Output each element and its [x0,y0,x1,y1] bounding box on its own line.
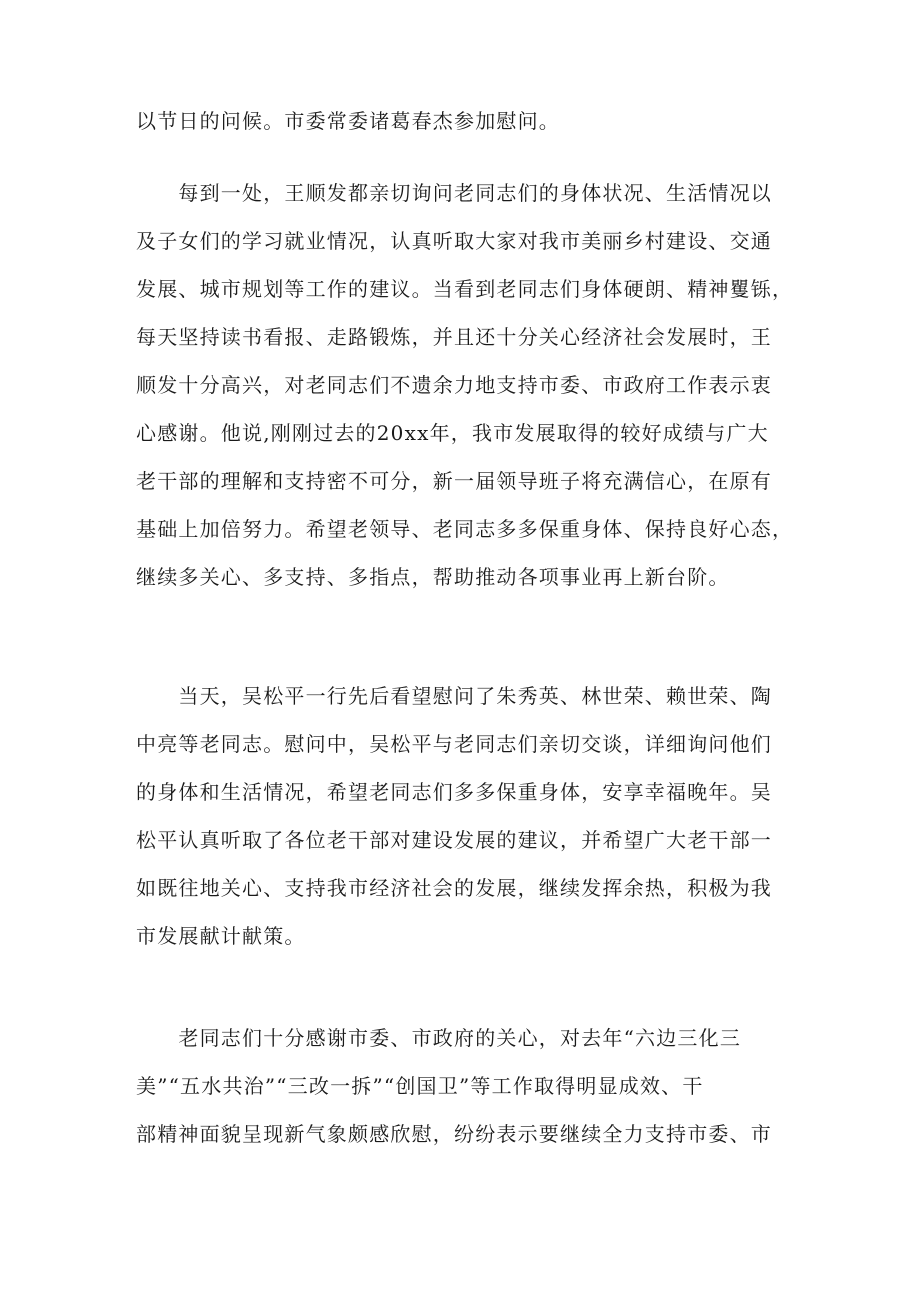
paragraph-1 [136,97,792,145]
paragraph-line: 的身体和生活情况，希望老同志们多多保重身体，安享幸福晚年。吴 [136,780,772,804]
paragraph-line: 市发展献计献策。 [136,924,306,948]
paragraph-line: 顺发十分高兴，对老同志们不遗余力地支持市委、市政府工作表示衷 [136,373,772,397]
paragraph-line: 老同志们十分感谢市委、市政府的关心，对去年“六边三化三 [136,1026,742,1050]
paragraph-4 [136,1014,792,1158]
paragraph-line: 部精神面貌呈现新气象颇感欣慰，纷纷表示要继续全力支持市委、市 [136,1122,772,1146]
paragraph-line: 松平认真听取了各位老干部对建设发展的建议，并希望广大老干部一 [136,828,772,852]
paragraph-line: 以节日的问候。市委常委诸葛春杰参加慰问。 [136,109,560,133]
paragraph-2 [136,169,792,601]
paragraph-line: 继续多关心、多支持、多指点，帮助推动各项事业再上新台阶。 [136,565,730,589]
paragraph-line: 中亮等老同志。慰问中，吴松平与老同志们亲切交谈，详细询问他们 [136,732,772,756]
paragraph-line: 及子女们的学习就业情况，认真听取大家对我市美丽乡村建设、交通 [136,229,772,253]
paragraph-line: 每到一处，王顺发都亲切询问老同志们的身体状况、生活情况以 [136,181,772,205]
paragraph-line: 发展、城市规划等工作的建议。当看到老同志们身体硬朗、精神矍铄， [136,277,794,301]
paragraph-line: 心感谢。他说,刚刚过去的20xx年，我市发展取得的较好成绩与广大 [136,421,769,445]
paragraph-3 [136,672,792,960]
paragraph-line: 每天坚持读书看报、走路锻炼，并且还十分关心经济社会发展时，王 [136,325,772,349]
paragraph-line: 如既往地关心、支持我市经济社会的发展，继续发挥余热，积极为我 [136,876,772,900]
paragraph-line: 当天，吴松平一行先后看望慰问了朱秀英、林世荣、赖世荣、陶 [136,684,772,708]
paragraph-line: 老干部的理解和支持密不可分，新一届领导班子将充满信心，在原有 [136,469,772,493]
paragraph-line: 基础上加倍努力。希望老领导、老同志多多保重身体、保持良好心态， [136,517,794,541]
paragraph-line: 美”“五水共治”“三改一拆”“创国卫”等工作取得明显成效、干 [136,1074,704,1098]
